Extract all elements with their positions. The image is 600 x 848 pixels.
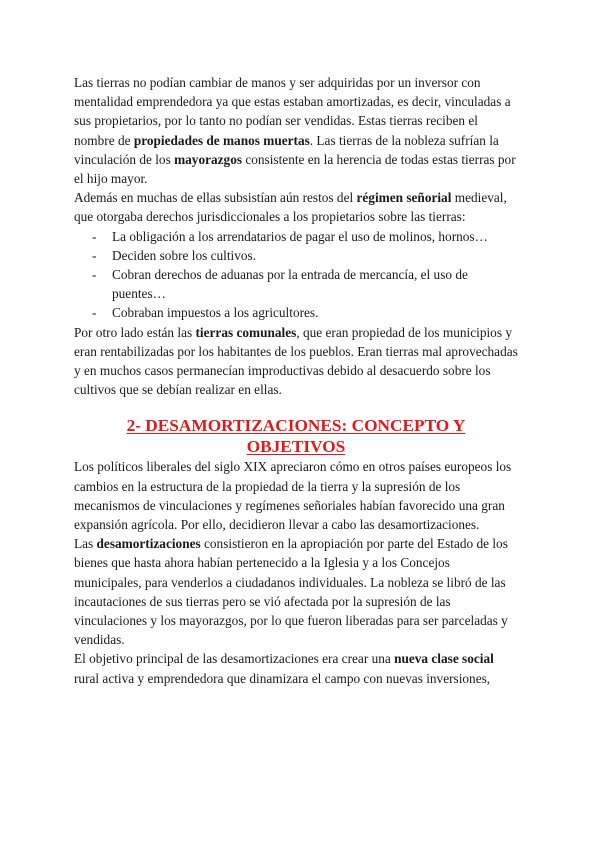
text: consistieron en la apropiación por parte del Estado de los bienes que hasta ahora habían pertenecido a la Iglesia y a los Concejos municipales, para venderlos a ciudadanos individuales. La nobleza se libró de las incautaciones de sus tierras pero se vió afectada por la supresión de las vinculaciones y los mayorazgos, por lo que fueron liberadas para ser parceladas y vendidas. xyxy=(74,536,508,648)
text: , que eran propiedad de los municipios y eran rentabilizadas por los habitantes de los pueblos. Eran tierras mal aprovechadas y en muchos casos permanecían improductivas debido al desacuerdo sobre los cultivos que se debían realizar en ellas. xyxy=(74,324,518,398)
paragraph-liberal-politicians: Los políticos liberales del siglo XIX apreciaron cómo en otros países europeos los cambios en la estructura de la propiedad de la tierra y la supresión de los mecanismos de vinculaciones y regímenes señoriales habían favorecido una gran expansión agrícola. Por ello, decidieron llevar a cabo las desamortizaciones. xyxy=(74,459,512,533)
bold-term-nueva-clase-social: nueva clase social xyxy=(394,651,494,667)
paragraph-seigneurial-regime xyxy=(74,188,518,226)
bold-term-regimen-senorial: régimen señorial xyxy=(356,190,452,206)
paragraph-desamortizaciones-definition xyxy=(74,534,518,649)
list-item: - Cobran derechos de aduanas por la entrada de mercancía, el uso de puentes… xyxy=(112,265,518,303)
paragraph-main-objective xyxy=(74,649,518,687)
list-item: - Cobraban impuestos a los agricultores. xyxy=(112,303,518,322)
text: Por otro lado están las xyxy=(74,324,196,340)
section-heading: 2- DESAMORTIZACIONES: CONCEPTO Y OBJETIVOS xyxy=(126,416,466,457)
text: consistente en la herencia de todas estas tierras por el hijo mayor. xyxy=(74,151,516,187)
text: . Las tierras de la nobleza sufrían la vinculación de los xyxy=(74,132,499,167)
rights-list xyxy=(74,227,518,323)
bold-term-desamortizaciones: desamortizaciones xyxy=(96,536,201,552)
text: Además en muchas de ellas subsistían aún restos del xyxy=(74,190,357,206)
bold-term-manos-muertas: propiedades de manos muertas xyxy=(133,132,310,148)
text: medieval, que otorgaba derechos jurisdiccionales a los propietarios sobre las tierras: xyxy=(74,190,507,225)
paragraph-amortized-lands xyxy=(74,73,518,188)
paragraph-communal-lands xyxy=(74,323,518,400)
text: El objetivo principal de las desamortizaciones era crear una xyxy=(74,651,395,667)
text: Las xyxy=(74,536,97,552)
text: rural activa y emprendedora que dinamizara el campo con nuevas inversiones, xyxy=(74,670,491,686)
bold-term-mayorazgos: mayorazgos xyxy=(174,151,243,167)
list-item: - La obligación a los arrendatarios de pagar el uso de molinos, hornos… xyxy=(112,227,518,246)
list-item: - Deciden sobre los cultivos. xyxy=(112,246,518,265)
text: Las tierras no podían cambiar de manos y ser adquiridas por un inversor con mentalidad emprendedora ya que estas estaban amortizadas, es decir, vinculadas a sus propietarios, por lo tanto no podían ser vendidas. Estas tierras reciben el nombre de xyxy=(74,75,511,148)
bold-term-tierras-comunales: tierras comunales xyxy=(195,324,297,340)
